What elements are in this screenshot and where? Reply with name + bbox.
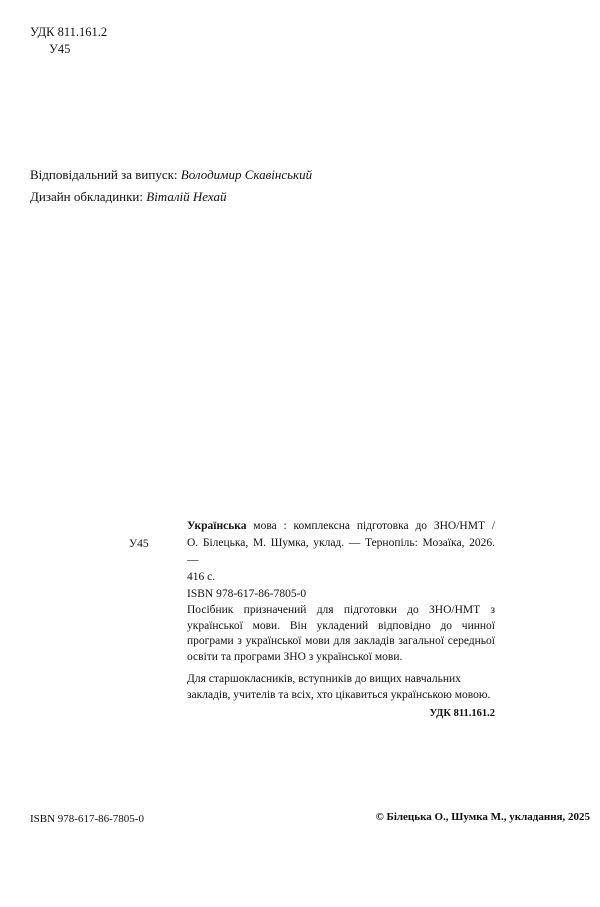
catalog-title-line: [187, 518, 495, 535]
catalog-title-bold: Українська: [187, 520, 247, 532]
udk-header: [30, 24, 107, 58]
responsible-line: [30, 164, 312, 186]
responsible-label: Відповідальний за випуск:: [30, 167, 178, 182]
catalog-authors: О. Білецька, М. Шумка, уклад. — Тернопіль: Мозаїка, 2026. —: [187, 537, 495, 566]
cover-design-label: Дизайн обкладинки:: [30, 189, 143, 204]
catalog-title-rest: мова : комплексна підготовка до ЗНО/НМТ /: [246, 520, 495, 532]
udk-code: УДК 811.161.2: [30, 25, 108, 39]
cover-design-line: [30, 186, 312, 208]
catalog-description: Посібник призначений для підготовки до ЗНО/НМТ з української мови. Він укладений відповідно до чинної програми з української мови для закладів загальної середньої освіти та програми ЗНО з української мови.: [187, 604, 495, 663]
responsible-name: Володимир Скавінський: [180, 167, 313, 182]
catalog-pages: 416 с.: [187, 571, 216, 583]
catalog-audience: Для старшокласників, вступників до вищих навчальних закладів, учителів та всіх, хто цікавиться українською мовою.: [187, 673, 491, 701]
footer-copyright: © Білецька О., Шумка М., укладання, 2025: [375, 811, 590, 823]
catalog-isbn: ISBN 978-617-86-7805-0: [187, 588, 307, 600]
catalog-index: У45: [129, 538, 149, 550]
catalog-udk: УДК 811.161.2: [429, 708, 495, 719]
footer-isbn: ISBN 978-617-86-7805-0: [30, 813, 144, 825]
cover-design-name: Віталій Нехай: [146, 189, 227, 204]
credits: [30, 164, 312, 208]
author-index: У45: [49, 42, 71, 56]
catalog-card: [187, 518, 495, 722]
